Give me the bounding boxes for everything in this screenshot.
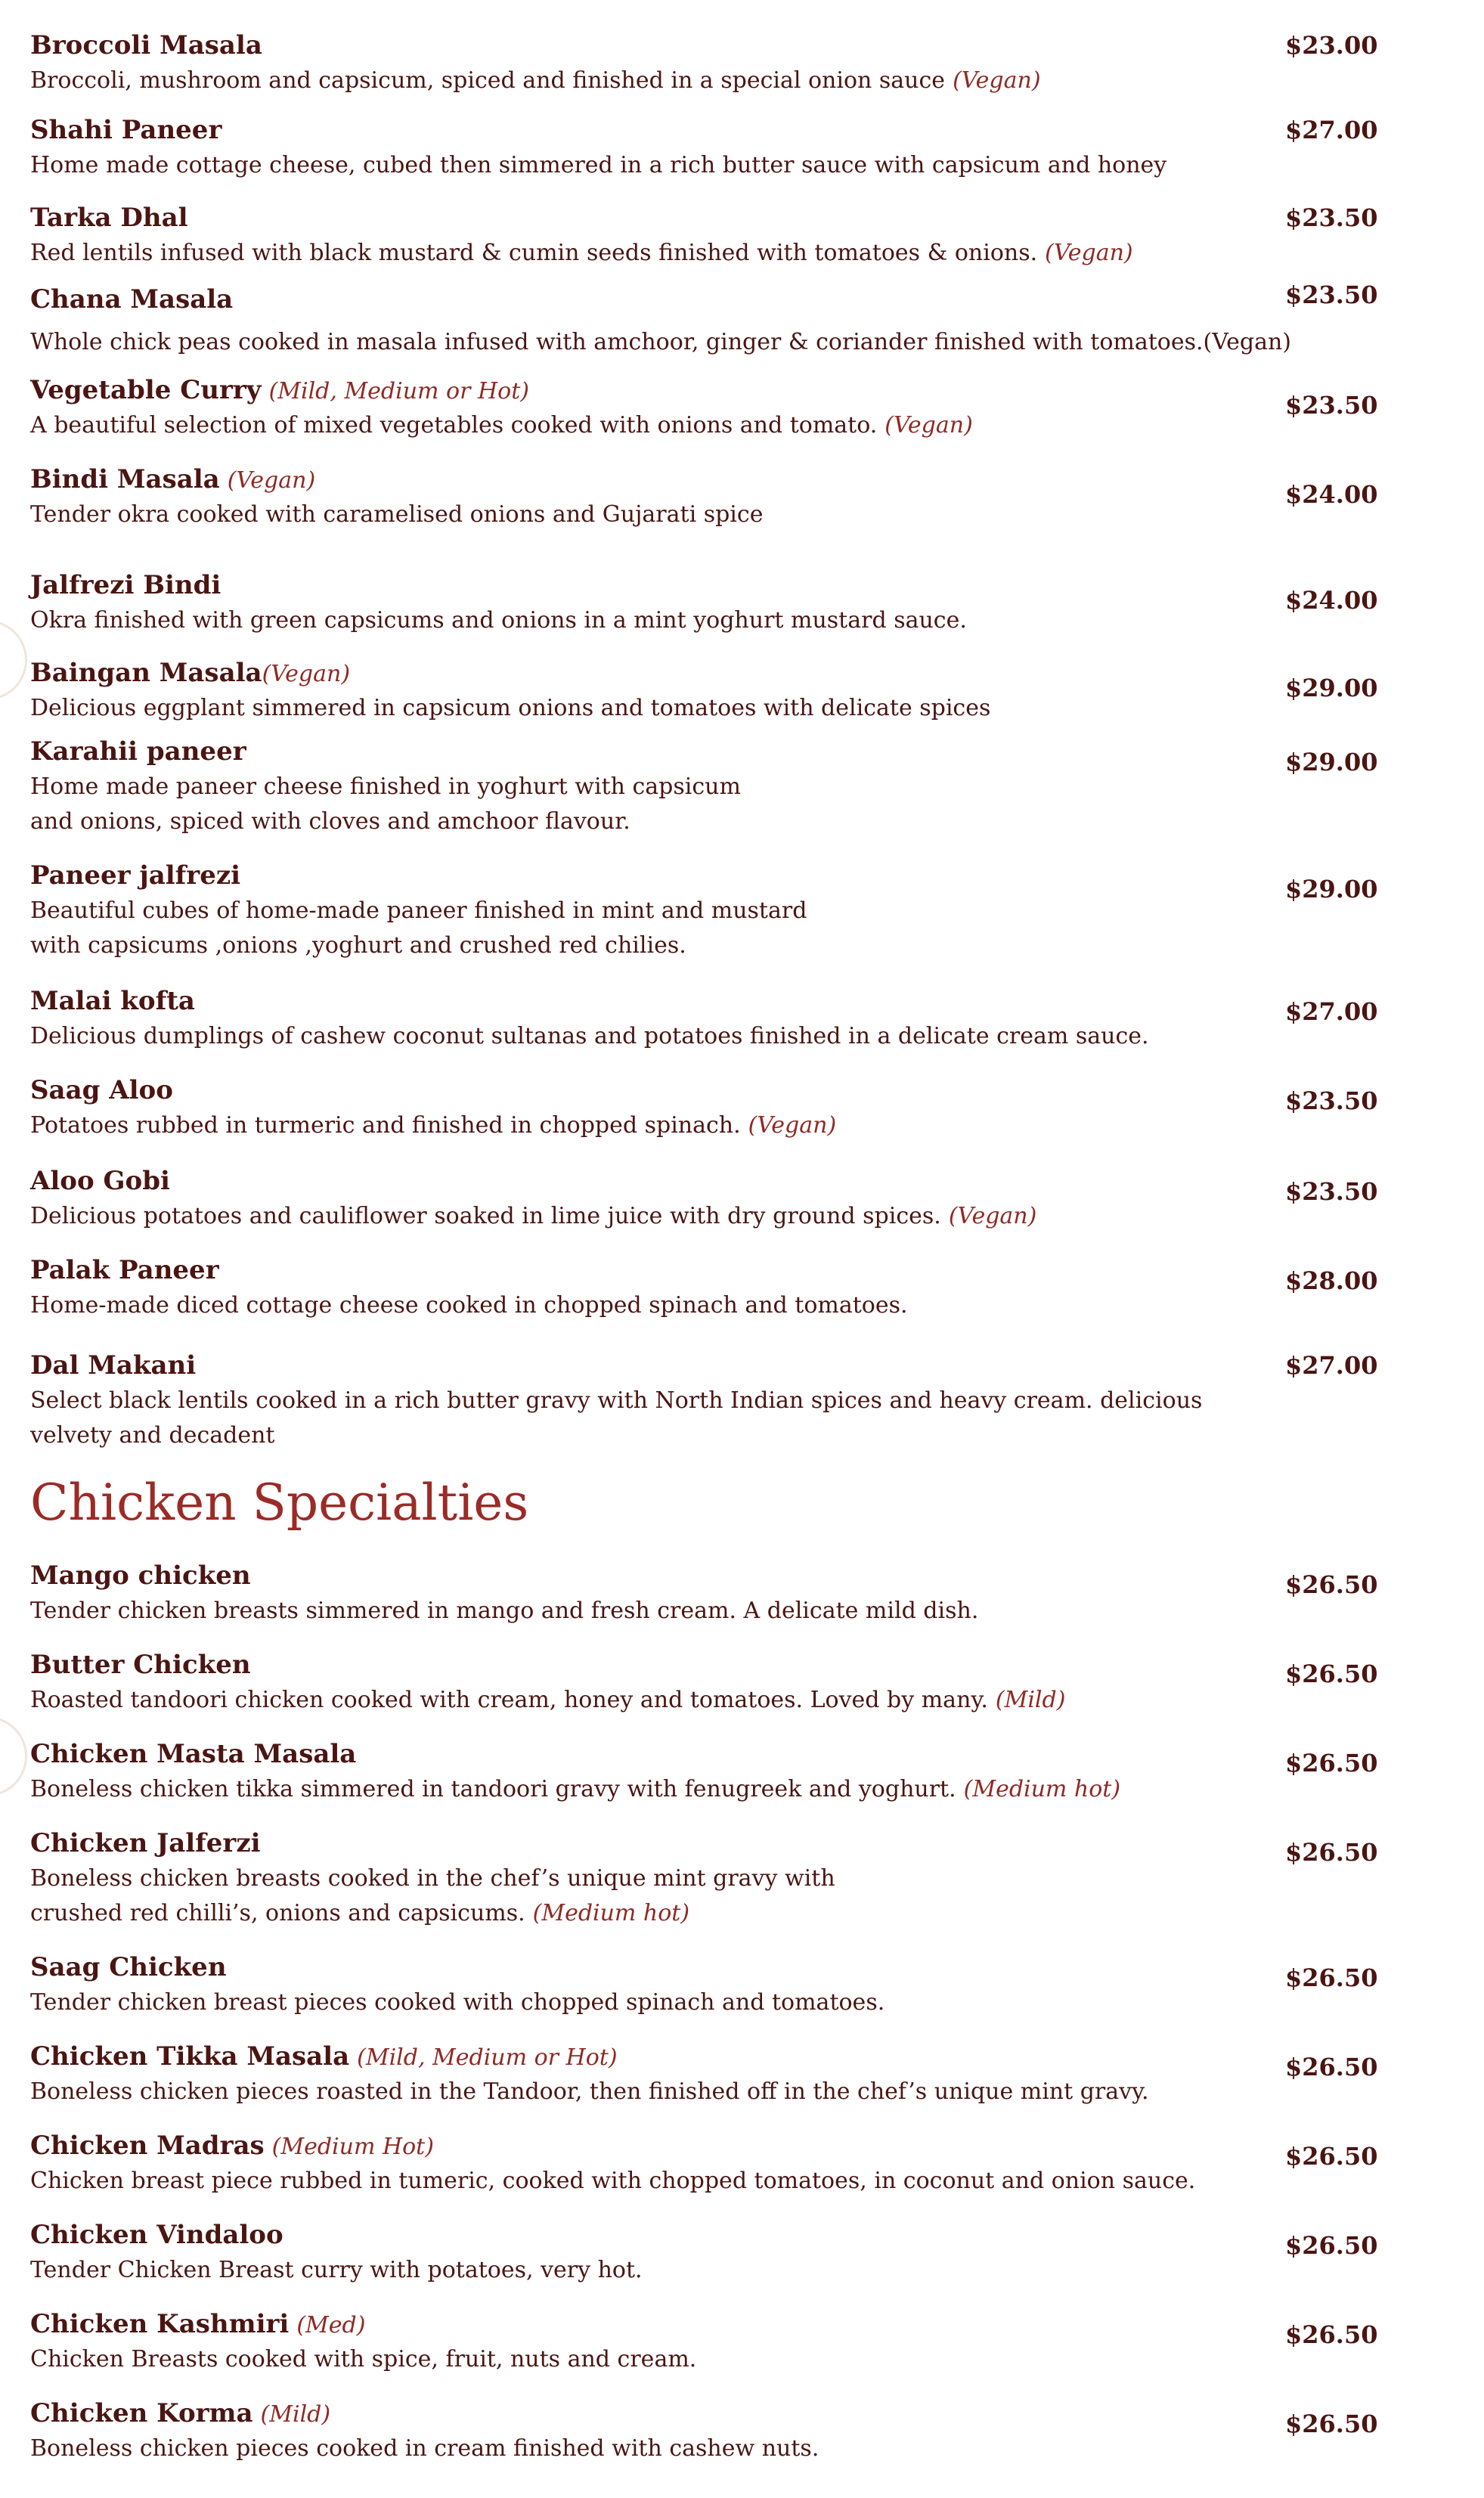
item-price: $26.50: [1285, 1570, 1378, 1599]
item-name-text: Malai kofta: [30, 986, 195, 1016]
item-price: $26.50: [1285, 1749, 1378, 1777]
item-description-text: Whole chick peas cooked in masala infused with amchoor, ginger & coriander finished with tomatoes.(Vegan): [30, 329, 1292, 355]
item-name-text: Palak Paneer: [30, 1255, 219, 1285]
item-price: $26.50: [1285, 2142, 1378, 2171]
item-name-text: Vegetable Curry: [30, 375, 262, 405]
item-name: [30, 2129, 434, 2164]
item-description-line: velvety and decadent: [30, 1422, 275, 1449]
item-name: [30, 656, 350, 691]
item-name-text: Butter Chicken: [30, 1650, 251, 1680]
item-name-text: Paneer jalfrezi: [30, 860, 241, 891]
item-price: $27.00: [1285, 116, 1378, 144]
item-name: [30, 1648, 251, 1681]
item-name-text: Baingan Masala: [30, 658, 262, 688]
item-price: $29.00: [1285, 748, 1378, 776]
item-description-text: Delicious eggplant simmered in capsicum onions and tomatoes with delicate spices: [30, 695, 991, 721]
item-description: [30, 1594, 1240, 1629]
item-price: $26.50: [1285, 2231, 1378, 2260]
item-description-text: Chicken Breasts cooked with spice, fruit, nuts and cream.: [30, 2346, 697, 2372]
item-name: [30, 29, 262, 62]
item-name: [30, 1349, 196, 1382]
item-name-note: (Vegan): [227, 467, 316, 494]
item-description-text: Broccoli, mushroom and capsicum, spiced and finished in a special onion sauce: [30, 67, 946, 94]
item-description-line: Home made paneer cheese finished in yoghurt with capsicum: [30, 773, 741, 800]
item-name: [30, 463, 315, 497]
item-description-text: Home made cottage cheese, cubed then simmered in a rich butter sauce with capsicum and honey: [30, 152, 1167, 178]
item-description: [30, 148, 1240, 183]
item-description: [30, 1772, 1240, 1807]
item-name: [30, 113, 222, 147]
item-description: [30, 408, 1240, 443]
item-price: $26.50: [1285, 2053, 1378, 2081]
item-name-note: (Mild, Medium or Hot): [268, 378, 529, 404]
item-price: $29.00: [1285, 674, 1378, 702]
item-name-text: Chana Masala: [30, 284, 234, 315]
item-name: [30, 984, 195, 1018]
item-description-note: (Vegan): [748, 1112, 837, 1139]
item-description-line: Boneless chicken breasts cooked in the chef’s unique mint gravy with: [30, 1865, 835, 1892]
item-name-text: Chicken Kashmiri: [30, 2309, 290, 2339]
item-description: [30, 894, 1240, 963]
item-price: $24.00: [1285, 586, 1378, 615]
item-name-text: Chicken Masta Masala: [30, 1739, 357, 1769]
item-price: $26.50: [1285, 1660, 1378, 1688]
item-name: [30, 2397, 330, 2431]
item-description-text: Okra finished with green capsicums and onions in a mint yoghurt mustard sauce.: [30, 607, 967, 634]
item-description: [30, 236, 1240, 271]
item-description-text: Roasted tandoori chicken cooked with cream, honey and tomatoes. Loved by many.: [30, 1687, 988, 1713]
item-description-line-text: crushed red chilli’s, onions and capsicums.: [30, 1900, 525, 1926]
item-name-text: Mango chicken: [30, 1560, 251, 1591]
item-description-text: Tender okra cooked with caramelised onions and Gujarati spice: [30, 501, 764, 528]
item-description: [30, 1199, 1240, 1234]
item-name: [30, 1164, 170, 1198]
item-name-text: Chicken Tikka Masala: [30, 2041, 350, 2072]
item-description-line: Select black lentils cooked in a rich butter gravy with North Indian spices and heavy cream. delicious: [30, 1387, 1203, 1414]
item-description: [30, 1288, 1240, 1323]
item-description: [30, 1384, 1240, 1453]
item-description-text: Boneless chicken pieces cooked in cream finished with cashew nuts.: [30, 2435, 819, 2462]
item-name: [30, 1737, 356, 1771]
decorative-ornament: [0, 620, 27, 700]
item-description-text: Chicken breast piece rubbed in tumeric, cooked with chopped tomatoes, in coconut and onion sauce.: [30, 2168, 1196, 2194]
section-title-chicken-specialties: Chicken Specialties: [30, 1474, 529, 1532]
item-description: [30, 1019, 1240, 1054]
item-description: [30, 603, 1240, 638]
item-description-text: Tender chicken breasts simmered in mango and fresh cream. A delicate mild dish.: [30, 1598, 979, 1624]
item-name-text: Saag Aloo: [30, 1075, 173, 1105]
item-description-note: (Vegan): [948, 1203, 1037, 1229]
item-description: [30, 325, 1292, 360]
item-name-text: Shahi Paneer: [30, 115, 222, 145]
item-description: [30, 691, 1240, 726]
item-description: [30, 64, 1240, 98]
item-name: [30, 283, 233, 316]
item-description-note: (Vegan): [953, 67, 1041, 94]
item-description: [30, 2253, 1240, 2288]
item-name-text: Saag Chicken: [30, 1952, 227, 1982]
item-description-text: Home-made diced cottage cheese cooked in chopped spinach and tomatoes.: [30, 1292, 908, 1319]
item-description-text: Tender chicken breast pieces cooked with chopped spinach and tomatoes.: [30, 1989, 885, 2016]
item-description-note: (Medium hot): [532, 1900, 690, 1926]
item-name-text: Chicken Madras: [30, 2131, 265, 2161]
item-description: [30, 1861, 1240, 1931]
item-description-text: Delicious potatoes and cauliflower soaked in lime juice with dry ground spices.: [30, 1203, 941, 1229]
item-price: $23.50: [1285, 280, 1378, 309]
item-description: [30, 2075, 1240, 2109]
item-name: [30, 859, 240, 892]
item-name-text: Chicken Vindaloo: [30, 2220, 283, 2250]
item-price: $27.00: [1285, 997, 1378, 1026]
item-name-text: Chicken Jalferzi: [30, 1828, 261, 1858]
item-description-note: (Vegan): [1045, 240, 1133, 266]
item-name-text: Karahii paneer: [30, 736, 246, 767]
item-name: [30, 2307, 365, 2342]
item-name-note: (Mild): [260, 2401, 331, 2428]
item-price: $26.50: [1285, 1838, 1378, 1867]
item-name: [30, 1254, 219, 1287]
item-name: [30, 373, 529, 408]
item-price: $24.00: [1285, 480, 1378, 509]
item-name-text: Tarka Dhal: [30, 203, 188, 233]
item-description-text: Boneless chicken pieces roasted in the Tandoor, then finished off in the chef’s unique mint gravy.: [30, 2078, 1149, 2105]
item-description-note: (Medium hot): [963, 1776, 1121, 1802]
item-name-text: Broccoli Masala: [30, 30, 262, 60]
item-description-text: Tender Chicken Breast curry with potatoes, very hot.: [30, 2257, 643, 2283]
item-price: $26.50: [1285, 2410, 1378, 2438]
item-name: [30, 201, 188, 234]
item-description-text: A beautiful selection of mixed vegetables cooked with onions and tomato.: [30, 412, 878, 439]
item-price: $23.50: [1285, 203, 1378, 232]
item-name-text: Jalfrezi Bindi: [30, 570, 222, 600]
item-price: $28.00: [1285, 1266, 1378, 1295]
item-price: $23.50: [1285, 1086, 1378, 1115]
item-name-note: (Vegan): [262, 661, 351, 687]
item-price: $29.00: [1285, 875, 1378, 903]
item-name: [30, 1559, 251, 1592]
item-description-line: Beautiful cubes of home-made paneer finished in mint and mustard: [30, 897, 807, 924]
item-description: [30, 497, 1240, 532]
item-description-line-wrap: [30, 1896, 1240, 1931]
item-description-text: Delicious dumplings of cashew coconut sultanas and potatoes finished in a delicate cream sauce.: [30, 1023, 1149, 1049]
item-description: [30, 1108, 1240, 1143]
item-description: [30, 770, 1240, 839]
item-name: [30, 1827, 261, 1860]
item-description-line: with capsicums ,onions ,yoghurt and crushed red chilies.: [30, 932, 686, 959]
item-name-note: (Medium Hot): [271, 2134, 434, 2160]
item-description-note: (Mild): [995, 1687, 1066, 1713]
item-description: [30, 2431, 1240, 2466]
item-name-text: Bindi Masala: [30, 464, 220, 494]
item-description: [30, 1985, 1240, 2020]
item-description-note: (Vegan): [885, 412, 973, 439]
item-description-text: Potatoes rubbed in turmeric and finished in chopped spinach.: [30, 1112, 741, 1139]
item-name: [30, 735, 246, 768]
decorative-ornament: [0, 1716, 27, 1796]
item-description-text: Red lentils infused with black mustard & cumin seeds finished with tomatoes & onions.: [30, 240, 1038, 266]
item-name-note: (Mild, Medium or Hot): [357, 2044, 618, 2071]
item-name: [30, 1951, 227, 1984]
item-description: [30, 2164, 1240, 2199]
item-price: $23.50: [1285, 1177, 1378, 1206]
item-description-line: and onions, spiced with cloves and amchoor flavour.: [30, 808, 630, 835]
item-name-text: Dal Makani: [30, 1350, 197, 1381]
item-name: [30, 1074, 173, 1107]
item-name: [30, 2218, 283, 2252]
item-description: [30, 2342, 1240, 2377]
item-name-text: Aloo Gobi: [30, 1166, 170, 1196]
item-name: [30, 2040, 618, 2075]
item-description-text: Boneless chicken tikka simmered in tandoori gravy with fenugreek and yoghurt.: [30, 1776, 956, 1802]
item-price: $26.50: [1285, 2320, 1378, 2349]
item-price: $23.50: [1285, 391, 1378, 420]
item-price: $26.50: [1285, 1963, 1378, 1992]
item-name-note: (Med): [296, 2312, 366, 2338]
item-name: [30, 569, 221, 602]
item-description: [30, 1683, 1240, 1718]
item-name-text: Chicken Korma: [30, 2398, 253, 2428]
item-price: $23.00: [1285, 31, 1378, 60]
item-price: $27.00: [1285, 1351, 1378, 1380]
